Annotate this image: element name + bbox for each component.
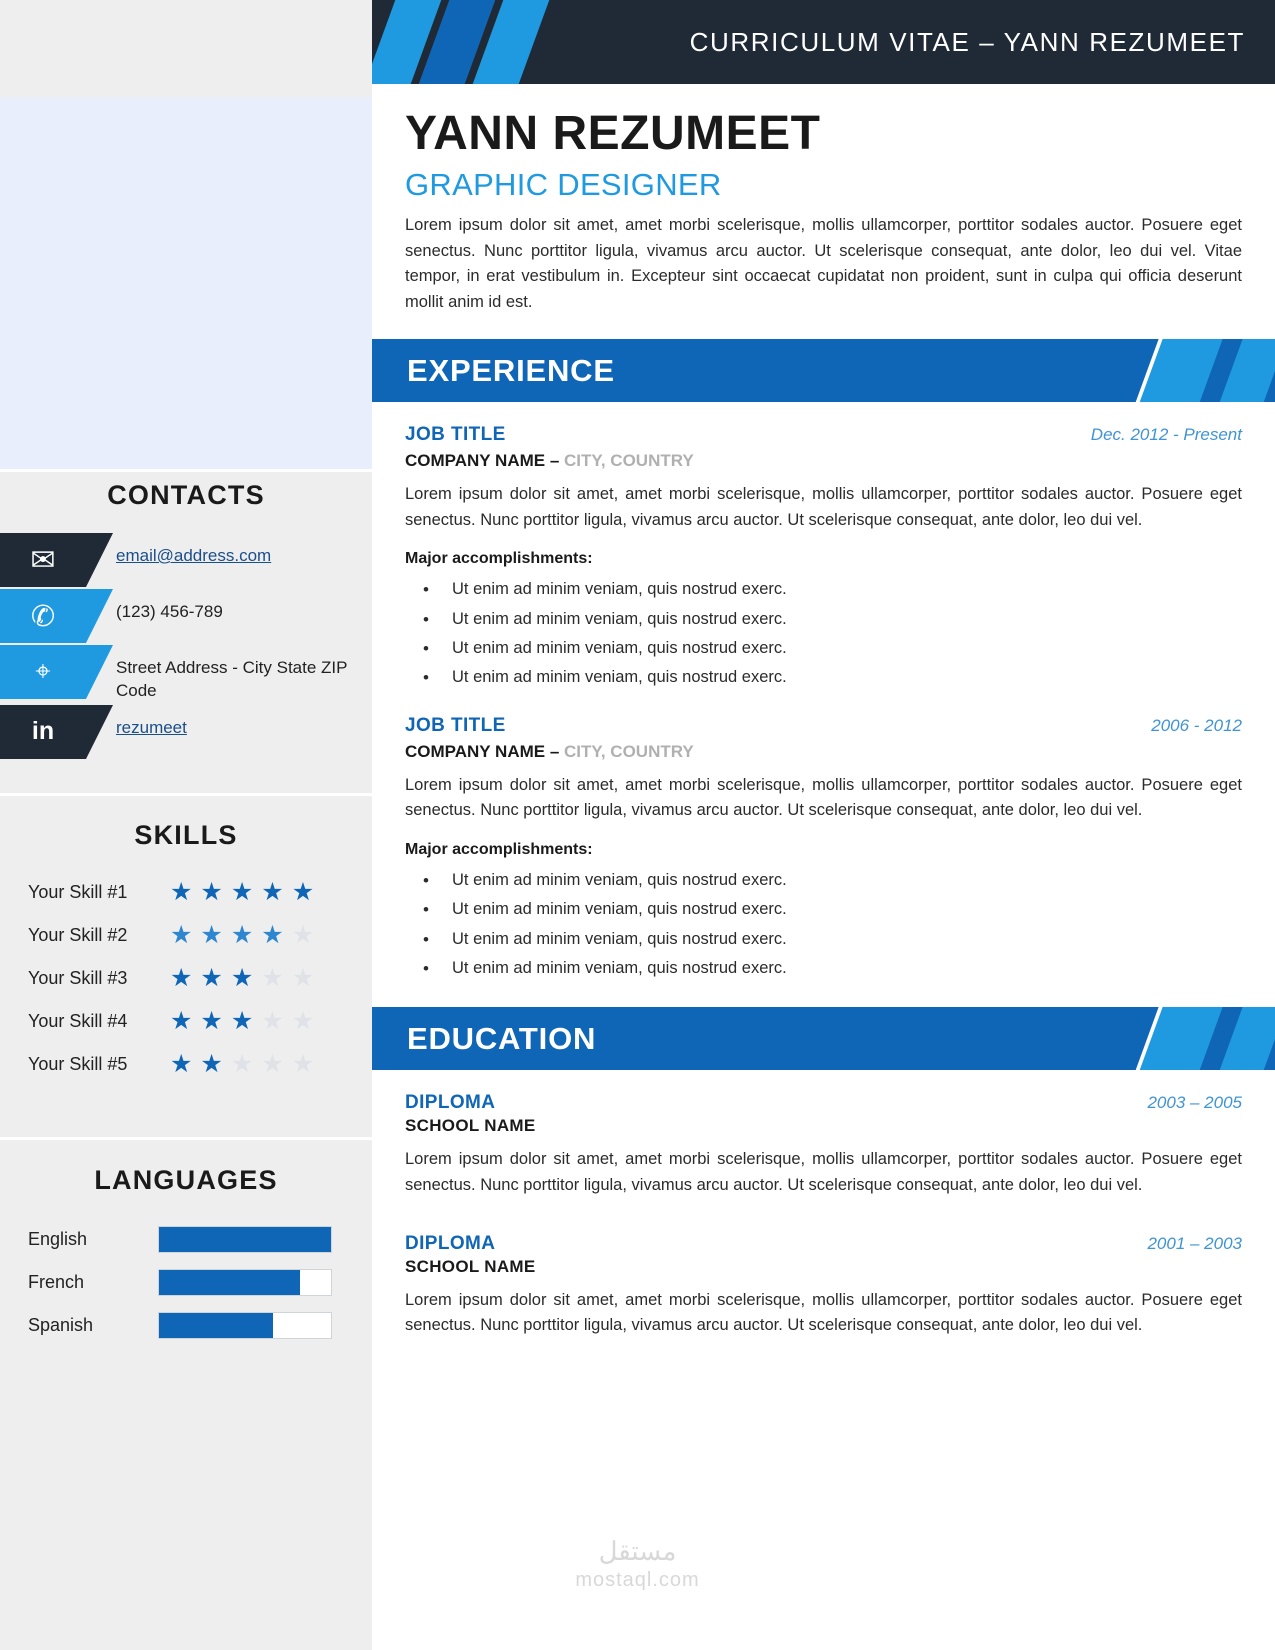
document-header-bar xyxy=(372,0,1275,84)
language-label: Spanish xyxy=(28,1315,94,1335)
skills-section xyxy=(0,820,372,1086)
skills-title: SKILLS xyxy=(134,820,238,850)
language-item xyxy=(28,1218,332,1261)
sidebar xyxy=(0,0,372,1650)
watermark-arabic: مستقل xyxy=(598,1536,677,1566)
accomplishments-list xyxy=(405,866,1242,983)
contacts-list xyxy=(0,533,372,759)
language-progress-bar xyxy=(158,1269,332,1296)
main-content xyxy=(372,0,1275,1650)
company-name: COMPANY NAME – xyxy=(405,741,565,761)
accomplishments-title: Major accomplishments: xyxy=(405,840,593,858)
diploma-description: Lorem ipsum dolor sit amet, amet morbi scelerisque, mollis ullamcorper, porttitor sodales auctor. Posuere eget senectus. Nunc porttitor ligula, vivamus arcu auctor. Ut scelerisque consequat, ante dolor, leo dui vel. xyxy=(405,1150,1242,1194)
language-item xyxy=(28,1261,332,1304)
diploma-title: DIPLOMA xyxy=(405,1092,496,1114)
company-line xyxy=(405,451,1242,471)
list-item: • Ut enim ad minim veniam, quis nostrud exerc. xyxy=(405,605,1242,634)
envelope-icon: ✉ xyxy=(0,533,116,587)
skill-rating-stars: ★ ★ ★ ★ ★ xyxy=(170,964,315,992)
contact-item-linkedin[interactable] xyxy=(0,705,372,759)
skills-list xyxy=(0,871,372,1086)
contact-address-value: Street Address - City State ZIP Code xyxy=(116,658,348,700)
contacts-section xyxy=(0,480,372,761)
profile-header xyxy=(372,84,1275,315)
list-item: • Ut enim ad minim veniam, quis nostrud exerc. xyxy=(405,634,1242,663)
job-date: 2006 - 2012 xyxy=(1151,715,1242,735)
skill-label: Your Skill #3 xyxy=(28,968,128,988)
language-label: French xyxy=(28,1272,85,1292)
education-entry-head xyxy=(405,1233,1242,1255)
experience-entry-head xyxy=(405,424,1242,446)
phone-icon: ✆ xyxy=(0,589,116,643)
languages-list xyxy=(0,1218,372,1347)
skill-item xyxy=(28,1000,344,1043)
contacts-title: CONTACTS xyxy=(107,480,265,510)
education-entry-head xyxy=(405,1092,1242,1114)
experience-entries xyxy=(372,424,1275,983)
job-description: Lorem ipsum dolor sit amet, amet morbi scelerisque, mollis ullamcorper, porttitor sodales auctor. Posuere eget senectus. Nunc porttitor ligula, vivamus arcu auctor. Ut scelerisque consequat, ante dolor, leo dui vel. xyxy=(405,485,1242,529)
skill-rating-stars: ★ ★ ★ ★ ★ xyxy=(170,1007,315,1035)
skill-label: Your Skill #4 xyxy=(28,1011,128,1031)
contact-item-phone[interactable] xyxy=(0,589,372,643)
education-entry xyxy=(405,1233,1242,1339)
skill-rating-stars: ★ ★ ★ ★ ★ xyxy=(170,1050,315,1078)
job-description: Lorem ipsum dolor sit amet, amet morbi scelerisque, mollis ullamcorper, porttitor sodales auctor. Posuere eget senectus. Nunc porttitor ligula, vivamus arcu auctor. Ut scelerisque consequat, ante dolor, leo dui vel. xyxy=(405,775,1242,820)
languages-section xyxy=(0,1165,372,1347)
section-header-education xyxy=(372,1007,1275,1070)
profile-summary: Lorem ipsum dolor sit amet, amet morbi scelerisque, mollis ullamcorper, porttitor sodales auctor. Posuere eget senectus. Nunc porttitor ligula, vivamus arcu auctor. Ut scelerisque consequat, ante dolor, leo dui vel. Vitae tempor, in erat vestibulum in. Excepteur sint occaecat cupidatat non proident, sunt in culpa qui officia deserunt mollit anim id est. xyxy=(405,216,1242,311)
experience-entry xyxy=(405,424,1242,693)
contact-linkedin-value[interactable]: rezumeet xyxy=(116,717,187,737)
skill-label: Your Skill #5 xyxy=(28,1054,128,1074)
contact-item-address xyxy=(0,645,372,703)
sidebar-divider-3 xyxy=(0,1137,372,1140)
skill-item xyxy=(28,1043,344,1086)
education-entry xyxy=(405,1092,1242,1198)
linkedin-icon: in xyxy=(0,705,116,759)
company-name: COMPANY NAME – xyxy=(405,451,565,471)
language-progress-bar xyxy=(158,1226,332,1253)
skill-item xyxy=(28,914,344,957)
experience-entry xyxy=(405,715,1242,984)
job-title: JOB TITLE xyxy=(405,424,506,446)
job-date: Dec. 2012 - Present xyxy=(1090,425,1242,445)
sidebar-divider-1 xyxy=(0,469,372,472)
list-item: • Ut enim ad minim veniam, quis nostrud exerc. xyxy=(405,866,1242,895)
section-title-education: EDUCATION xyxy=(407,1021,597,1057)
list-item: • Ut enim ad minim veniam, quis nostrud exerc. xyxy=(405,663,1242,692)
contact-phone-value: (123) 456-789 xyxy=(116,602,223,621)
skill-rating-stars: ★ ★ ★ ★ ★ xyxy=(170,878,315,906)
language-progress-fill xyxy=(159,1313,273,1338)
diploma-description: Lorem ipsum dolor sit amet, amet morbi scelerisque, mollis ullamcorper, porttitor sodales auctor. Posuere eget senectus. Nunc porttitor ligula, vivamus arcu auctor. Ut scelerisque consequat, ante dolor, leo dui vel. xyxy=(405,1290,1242,1335)
sidebar-divider-2 xyxy=(0,793,372,796)
skill-rating-stars: ★ ★ ★ ★ ★ xyxy=(170,921,315,949)
diploma-date: 2001 – 2003 xyxy=(1147,1233,1242,1253)
page-title: YANN REZUMEET xyxy=(405,107,821,160)
diploma-date: 2003 – 2005 xyxy=(1147,1093,1242,1113)
company-line xyxy=(405,742,1242,762)
skill-label: Your Skill #1 xyxy=(28,882,128,902)
decor-accent-slash-edu-1 xyxy=(1136,1007,1225,1070)
language-progress-bar xyxy=(158,1312,332,1339)
company-location: CITY, COUNTRY xyxy=(564,741,694,761)
language-item xyxy=(28,1304,332,1347)
section-header-experience xyxy=(372,339,1275,402)
experience-entry-head xyxy=(405,715,1242,737)
list-item: • Ut enim ad minim veniam, quis nostrud exerc. xyxy=(405,954,1242,983)
location-pin-icon: ⌖ xyxy=(0,645,116,699)
diploma-title: DIPLOMA xyxy=(405,1232,496,1254)
decor-accent-slash-edu-2 xyxy=(1216,1007,1275,1070)
list-item: • Ut enim ad minim veniam, quis nostrud exerc. xyxy=(405,925,1242,954)
decor-accent-slash-exp-2 xyxy=(1216,339,1275,402)
contact-email-value[interactable]: email@address.com xyxy=(116,546,272,565)
school-name: SCHOOL NAME xyxy=(405,1116,536,1136)
list-item: • Ut enim ad minim veniam, quis nostrud exerc. xyxy=(405,895,1242,924)
education-entries xyxy=(372,1092,1275,1338)
school-name: SCHOOL NAME xyxy=(405,1256,536,1276)
profile-role: GRAPHIC DESIGNER xyxy=(405,167,722,202)
languages-title: LANGUAGES xyxy=(94,1165,278,1195)
contact-item-email[interactable] xyxy=(0,533,372,587)
skill-item xyxy=(28,957,344,1000)
decor-accent-slash-exp-1 xyxy=(1136,339,1225,402)
list-item: • Ut enim ad minim veniam, quis nostrud exerc. xyxy=(405,575,1242,604)
accomplishments-title: Major accomplishments: xyxy=(405,550,593,568)
photo-placeholder xyxy=(0,97,372,469)
watermark-domain: mostaql.com xyxy=(575,1569,700,1591)
section-title-experience: EXPERIENCE xyxy=(407,353,615,389)
language-progress-fill xyxy=(159,1270,300,1295)
accomplishments-list xyxy=(405,575,1242,692)
company-location: CITY, COUNTRY xyxy=(564,451,694,471)
language-label: English xyxy=(28,1229,88,1249)
job-title: JOB TITLE xyxy=(405,714,506,736)
skill-label: Your Skill #2 xyxy=(28,925,128,945)
document-title: CURRICULUM VITAE – YANN REZUMEET xyxy=(689,27,1245,57)
skill-item xyxy=(28,871,344,914)
language-progress-fill xyxy=(159,1227,331,1252)
